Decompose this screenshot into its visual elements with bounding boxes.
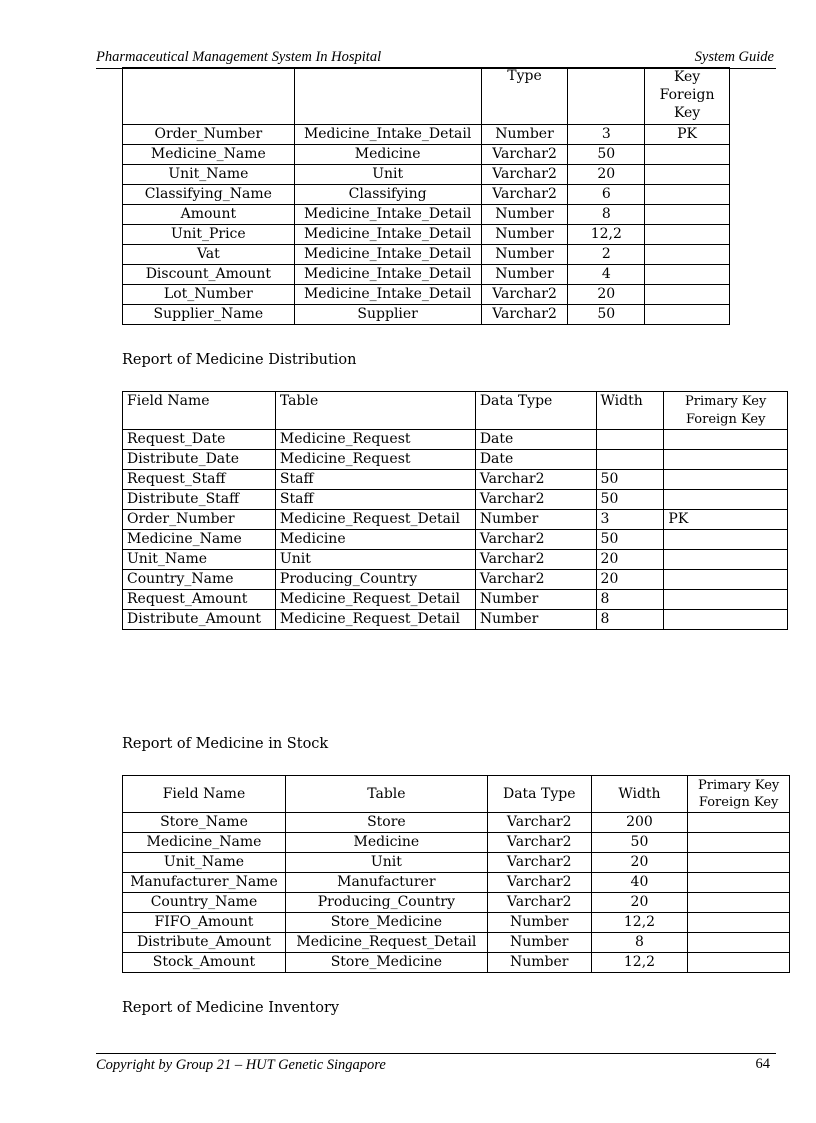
table-cell: Distribute_Amount [123,610,276,630]
table-cell: Medicine [294,145,481,165]
table-header-row [123,392,788,430]
table-cell: 50 [568,305,645,325]
table-cell: Request_Amount [123,590,276,610]
table-cell: Medicine_Intake_Detail [294,125,481,145]
table-row [123,265,730,285]
table-cell: Vat [123,245,295,265]
table-cell: Producing_Country [275,570,475,590]
header-section: System Guide [694,49,774,65]
table-cell: Medicine_Intake_Detail [294,205,481,225]
table-cell: Varchar2 [487,833,591,853]
table-row [123,610,788,630]
table-cell: Varchar2 [475,530,596,550]
medicine-intake-table [122,67,730,325]
table-cell: Varchar2 [481,305,568,325]
table-cell: 20 [568,165,645,185]
table-row [123,813,790,833]
table-cell [645,165,730,185]
table-cell: Varchar2 [475,470,596,490]
table-row [123,893,790,913]
table-cell: Unit_Price [123,225,295,245]
header-cell: Table [285,776,487,813]
table-cell: Medicine_Intake_Detail [294,265,481,285]
table-cell: Number [487,933,591,953]
table-cell [664,610,788,630]
table-cell: Number [481,205,568,225]
table-row [123,450,788,470]
table-cell: PK [645,125,730,145]
table-cell: Medicine_Request_Detail [275,610,475,630]
table-cell: Varchar2 [475,490,596,510]
table-cell: Manufacturer [285,873,487,893]
table-cell: Number [481,225,568,245]
table-cell: Varchar2 [487,813,591,833]
table-cell: Distribute_Staff [123,490,276,510]
table-cell: Varchar2 [487,853,591,873]
table-cell: 40 [591,873,688,893]
table-cell: 2 [568,245,645,265]
table-cell: Unit [285,853,487,873]
table-cell: FIFO_Amount [123,913,286,933]
table-cell: Amount [123,205,295,225]
header-cell-key: Primary Key Foreign Key [664,392,788,430]
table-cell: 20 [591,893,688,913]
table-cell: Number [481,245,568,265]
table-cell: Varchar2 [481,165,568,185]
table-cell: Medicine_Name [123,530,276,550]
table-cell: 4 [568,265,645,285]
table-cell [664,430,788,450]
table-cell: 12,2 [568,225,645,245]
table-row [123,285,730,305]
table-row [123,205,730,225]
table-cell: Supplier [294,305,481,325]
table-row [123,550,788,570]
table-cell: Number [475,590,596,610]
table-cell: Country_Name [123,570,276,590]
table-cell: Number [487,913,591,933]
table-cell [645,185,730,205]
table-row [123,125,730,145]
header-cell: Data Type [475,392,596,430]
table-cell: 20 [596,570,664,590]
table-cell: Varchar2 [487,873,591,893]
table-cell: Date [475,450,596,470]
table-cell [596,450,664,470]
table-cell [645,245,730,265]
table-header-row [123,68,730,125]
table-cell [688,933,790,953]
table-cell: Classifying_Name [123,185,295,205]
table-cell [688,853,790,873]
table-cell: Medicine_Intake_Detail [294,225,481,245]
table-cell: Stock_Amount [123,953,286,973]
table-cell: 20 [568,285,645,305]
page-header [96,49,776,69]
table-row [123,430,788,450]
table-cell: Staff [275,490,475,510]
table-row [123,145,730,165]
table-cell: Medicine_Request [275,450,475,470]
table-cell [645,285,730,305]
table-row [123,185,730,205]
table-row [123,833,790,853]
table-cell: Medicine_Request_Detail [285,933,487,953]
table-cell: Medicine_Request_Detail [275,590,475,610]
table-cell: Varchar2 [481,145,568,165]
table-row [123,590,788,610]
table-row [123,873,790,893]
page-footer [96,1053,776,1073]
table-cell: Medicine_Intake_Detail [294,285,481,305]
table-cell: Medicine [275,530,475,550]
table-cell: Country_Name [123,893,286,913]
table-cell: 8 [596,590,664,610]
table-row [123,165,730,185]
table-cell [688,893,790,913]
table-row [123,933,790,953]
medicine-distribution-table [122,391,788,630]
table-cell: 6 [568,185,645,205]
table-row [123,225,730,245]
table-cell [688,913,790,933]
table-row [123,570,788,590]
section-title: Report of Medicine Distribution [122,352,357,368]
table-cell: Staff [275,470,475,490]
table-cell: 8 [568,205,645,225]
table-cell [645,225,730,245]
table-row [123,470,788,490]
table-cell: Varchar2 [481,185,568,205]
table-cell [645,145,730,165]
header-cell-key: Primary Key Foreign Key [688,776,790,813]
table-cell [664,590,788,610]
table-cell: Date [475,430,596,450]
table-cell: Store_Name [123,813,286,833]
table-cell: Store_Medicine [285,953,487,973]
table-cell [645,265,730,285]
table-cell: Medicine_Request [275,430,475,450]
table-cell: 50 [596,530,664,550]
table-cell: Number [487,953,591,973]
table-cell: Number [475,610,596,630]
table-cell: 50 [568,145,645,165]
table-cell: 50 [596,490,664,510]
table-cell: Number [481,265,568,285]
table-header-row [123,776,790,813]
table-cell: Store [285,813,487,833]
table-cell [664,490,788,510]
table-cell: 3 [568,125,645,145]
table-cell: Varchar2 [475,570,596,590]
table-cell: Producing_Country [285,893,487,913]
table-cell: Store_Medicine [285,913,487,933]
header-cell: Data Type [487,776,591,813]
table-cell: Request_Staff [123,470,276,490]
table-cell: Medicine_Name [123,145,295,165]
header-cell: Field Name [123,392,276,430]
table-cell: Distribute_Date [123,450,276,470]
table-cell [645,305,730,325]
table-cell: Unit_Name [123,165,295,185]
header-cell: Width [591,776,688,813]
table-cell: Medicine_Name [123,833,286,853]
table-row [123,510,788,530]
table-cell: PK [664,510,788,530]
header-cell [123,68,295,125]
table-cell: 8 [591,933,688,953]
medicine-stock-table [122,775,790,973]
table-row [123,853,790,873]
header-cell [294,68,481,125]
header-cell-key: Key Foreign Key [645,68,730,125]
table-cell [664,550,788,570]
table-cell: 200 [591,813,688,833]
header-cell: Type [481,68,568,125]
table-cell [688,833,790,853]
table-cell: Order_Number [123,125,295,145]
table-row [123,245,730,265]
section-title: Report of Medicine Inventory [122,1000,340,1016]
table-cell: 3 [596,510,664,530]
table-cell: Varchar2 [487,893,591,913]
table-cell: 12,2 [591,953,688,973]
table-cell [664,530,788,550]
table-cell: Classifying [294,185,481,205]
table-cell: Discount_Amount [123,265,295,285]
table-cell: Unit_Name [123,853,286,873]
table-cell [664,470,788,490]
table-cell: Medicine_Intake_Detail [294,245,481,265]
table-cell: Supplier_Name [123,305,295,325]
table-cell [664,450,788,470]
header-title: Pharmaceutical Management System In Hospital [96,49,382,65]
table-cell: Request_Date [123,430,276,450]
header-cell: Table [275,392,475,430]
header-cell [568,68,645,125]
table-cell: Unit [275,550,475,570]
table-cell: 50 [591,833,688,853]
table-cell: Medicine [285,833,487,853]
footer-copyright: Copyright by Group 21 – HUT Genetic Singapore [96,1057,386,1073]
table-cell: 20 [591,853,688,873]
table-cell [645,205,730,225]
table-cell [688,953,790,973]
table-cell: 8 [596,610,664,630]
table-row [123,305,730,325]
table-row [123,953,790,973]
table-cell [688,873,790,893]
table-cell [596,430,664,450]
table-cell: Manufacturer_Name [123,873,286,893]
header-cell: Field Name [123,776,286,813]
table-cell: Lot_Number [123,285,295,305]
page-number: 64 [755,1056,770,1072]
table-cell: Number [475,510,596,530]
table-row [123,530,788,550]
table-cell: Medicine_Request_Detail [275,510,475,530]
table-cell: Varchar2 [481,285,568,305]
section-title: Report of Medicine in Stock [122,736,329,752]
table-cell: Number [481,125,568,145]
table-row [123,913,790,933]
table-cell: Unit [294,165,481,185]
table-cell: 12,2 [591,913,688,933]
table-cell: 20 [596,550,664,570]
table-cell: Order_Number [123,510,276,530]
header-cell: Width [596,392,664,430]
table-cell: Unit_Name [123,550,276,570]
table-cell [664,570,788,590]
table-row [123,490,788,510]
table-cell: Distribute_Amount [123,933,286,953]
table-cell: 50 [596,470,664,490]
table-cell: Varchar2 [475,550,596,570]
table-cell [688,813,790,833]
